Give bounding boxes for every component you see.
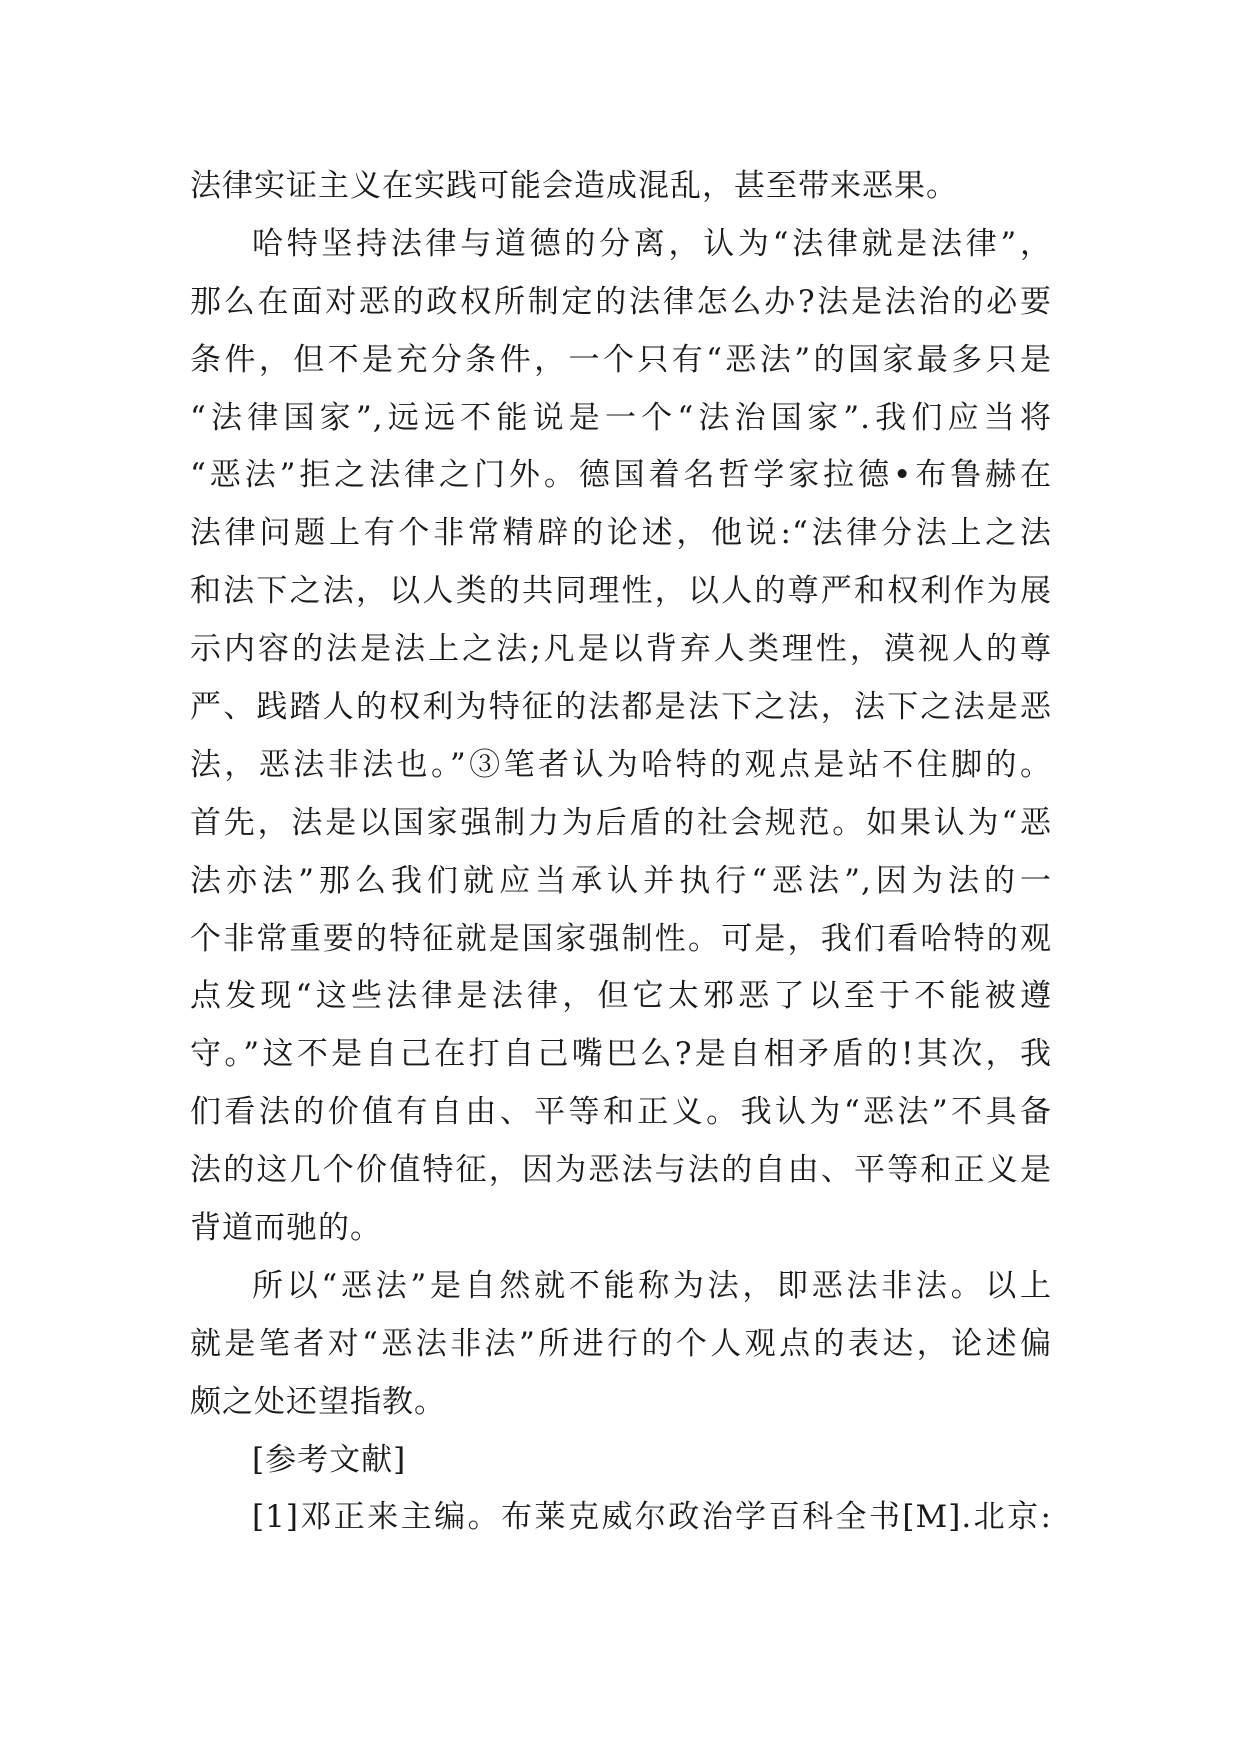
paragraph-first-line: 哈特坚持法律与道德的分离，认为“法律就是法律”， [252, 225, 1052, 262]
text-line: 严、践踏人的权利为特征的法都是法下之法，法下之法是恶 [190, 689, 1052, 726]
references-heading: [参考文献] [252, 1441, 407, 1478]
text-line: 个非常重要的特征就是国家强制性。可是，我们看哈特的观 [190, 920, 1052, 957]
paragraph-first-line: 所以“恶法”是自然就不能称为法，即恶法非法。以上 [252, 1267, 1052, 1304]
text-line: 示内容的法是法上之法;凡是以背弃人类理性，漠视人的尊 [190, 631, 1052, 668]
text-line: 首先，法是以国家强制力为后盾的社会规范。如果认为“恶 [190, 804, 1052, 841]
body-text [190, 158, 1052, 1547]
text-line: 法律问题上有个非常精辟的论述，他说:“法律分法上之法 [190, 515, 1052, 552]
text-line: 法亦法”那么我们就应当承认并执行“恶法”,因为法的一 [190, 862, 1052, 899]
text-line: 法律实证主义在实践可能会造成混乱，甚至带来恶果。 [190, 168, 958, 204]
text-line: 点发现“这些法律是法律，但它太邪恶了以至于不能被遵 [190, 978, 1052, 1015]
text-line: 们看法的价值有自由、平等和正义。我认为“恶法”不具备 [190, 1094, 1052, 1131]
text-line: 背道而驰的。 [190, 1210, 382, 1247]
text-line: 条件，但不是充分条件，一个只有“恶法”的国家最多只是 [190, 341, 1052, 378]
text-line: 和法下之法，以人类的共同理性，以人的尊严和权利作为展 [190, 573, 1052, 610]
text-line: 颇之处还望指教。 [190, 1383, 446, 1420]
text-line: 守。”这不是自己在打自己嘴巴么?是自相矛盾的!其次，我 [190, 1036, 1052, 1073]
text-line: 法，恶法非法也。”③笔者认为哈特的观点是站不住脚的。 [190, 746, 1052, 783]
reference-entry: [1]邓正来主编。布莱克威尔政治学百科全书[M].北京: [252, 1499, 1052, 1536]
text-line: 法的这几个价值特征，因为恶法与法的自由、平等和正义是 [190, 1152, 1052, 1189]
text-line: “法律国家”,远远不能说是一个“法治国家”.我们应当将 [190, 399, 1052, 436]
text-line: 就是笔者对“恶法非法”所进行的个人观点的表达，论述偏 [190, 1325, 1052, 1362]
text-line: “恶法”拒之法律之门外。德国着名哲学家拉德•布鲁赫在 [190, 457, 1052, 494]
text-line: 那么在面对恶的政权所制定的法律怎么办?法是法治的必要 [190, 283, 1052, 320]
